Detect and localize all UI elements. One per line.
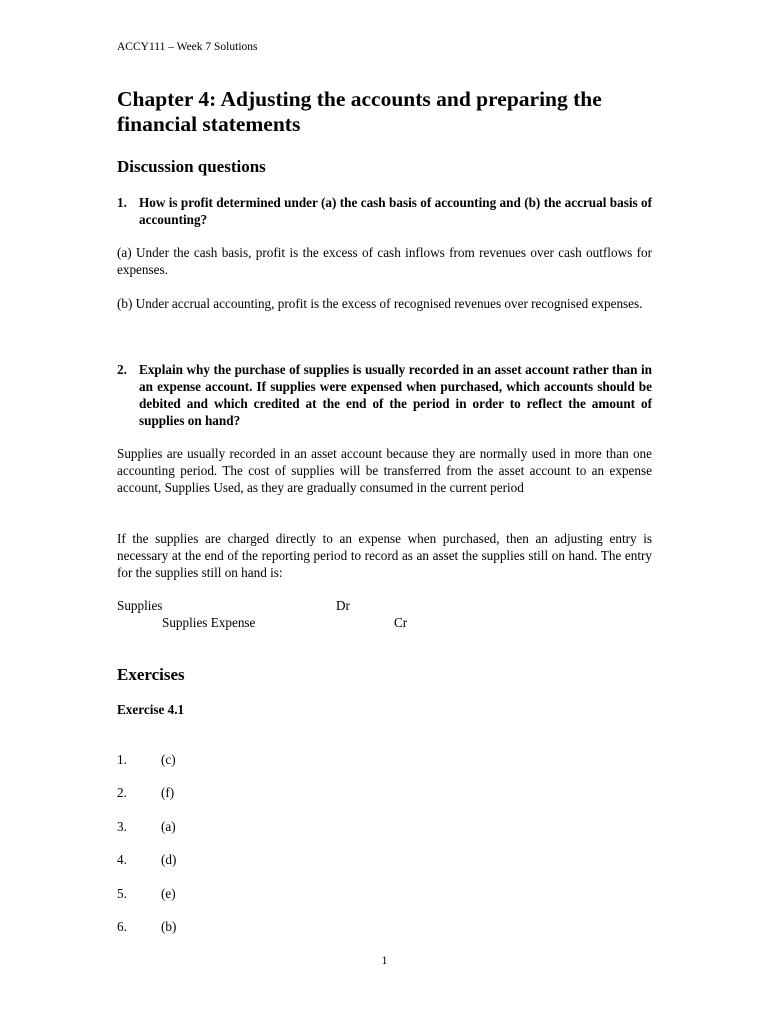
answer-value: (e) xyxy=(161,885,176,901)
discussion-questions-heading: Discussion questions xyxy=(117,157,266,176)
running-header: ACCY111 – Week 7 Solutions xyxy=(117,41,258,53)
answer-value: (b) xyxy=(161,918,177,934)
chapter-title: Chapter 4: Adjusting the accounts and preparing the financial statements xyxy=(117,87,602,136)
question-text: How is profit determined under (a) the cash basis of accounting and (b) the accrual basis of accounting? xyxy=(139,195,652,227)
list-item xyxy=(117,751,317,784)
answer-value: (a) xyxy=(161,818,176,834)
exercise-answer-list xyxy=(117,751,317,951)
list-item xyxy=(117,851,317,884)
question-text: Explain why the purchase of supplies is usually recorded in an asset account rather than in an expense account. If supplies were expensed when purchased, which accounts should be debited and which credited at the end of the period in order to reflect the amount of supplies on hand? xyxy=(139,362,652,428)
debit-label: Dr xyxy=(336,598,350,613)
answer-number: 2. xyxy=(117,785,127,801)
list-item xyxy=(117,918,317,951)
page-number: 1 xyxy=(381,955,388,967)
answer-value: (f) xyxy=(161,785,175,801)
journal-debit-row xyxy=(117,597,652,614)
debit-account: Supplies xyxy=(117,598,163,613)
list-item xyxy=(117,784,317,817)
answer-number: 6. xyxy=(117,918,127,934)
answer-paragraph: If the supplies are charged directly to an expense when purchased, then an adjusting entry is necessary at the end of the reporting period to record as an asset the supplies still on hand. The entry for the supplies still on hand is: xyxy=(117,531,652,580)
answer-paragraph: Supplies are usually recorded in an asset account because they are normally used in more than one accounting period. The cost of supplies will be transferred from the asset account to an expense account, Supplies Used, as they are gradually consumed in the current period xyxy=(117,446,652,495)
question-number: 1. xyxy=(117,195,127,210)
answer-number: 4. xyxy=(117,852,127,868)
answer-paragraph: (b) Under accrual accounting, profit is the excess of recognised revenues over recognised expenses. xyxy=(117,296,643,311)
answer-value: (d) xyxy=(161,852,177,868)
credit-account: Supplies Expense xyxy=(162,615,256,630)
exercises-heading: Exercises xyxy=(117,665,185,684)
answer-paragraph: (a) Under the cash basis, profit is the excess of cash inflows from revenues over cash outflows for expenses. xyxy=(117,245,652,277)
question-number: 2. xyxy=(117,362,127,377)
question-1 xyxy=(117,194,652,228)
credit-label: Cr xyxy=(394,615,408,630)
question-2 xyxy=(117,361,652,429)
list-item xyxy=(117,885,317,918)
answer-value: (c) xyxy=(161,752,176,767)
answer-number: 3. xyxy=(117,818,127,834)
journal-credit-row xyxy=(117,614,652,631)
answer-number: 5. xyxy=(117,885,127,901)
answer-number: 1. xyxy=(117,752,127,767)
exercise-title: Exercise 4.1 xyxy=(117,702,185,717)
list-item xyxy=(117,818,317,851)
